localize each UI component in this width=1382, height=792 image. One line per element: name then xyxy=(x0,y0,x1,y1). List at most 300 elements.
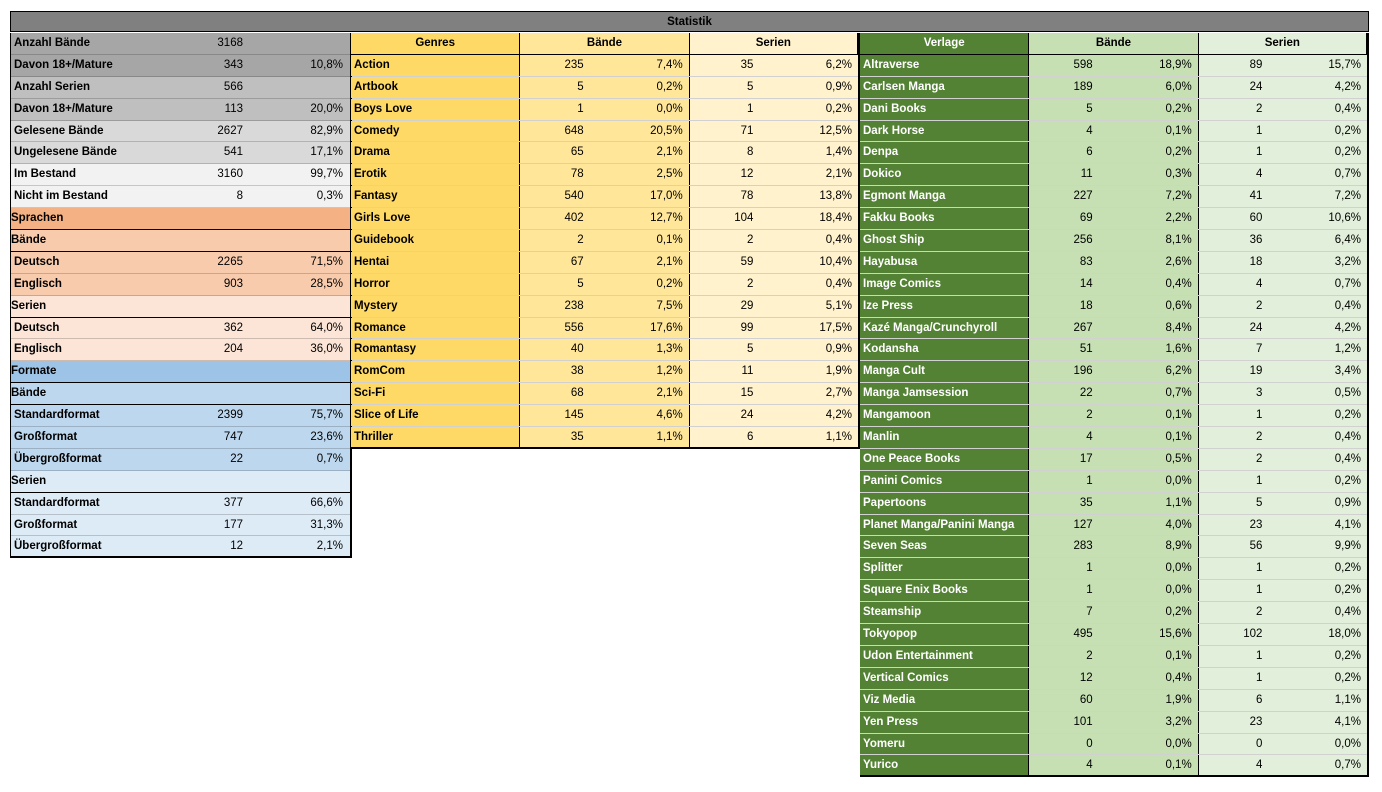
publisher-name: Yen Press xyxy=(860,712,1029,733)
genre-series-count: 11 xyxy=(741,365,754,378)
format-series-row xyxy=(11,536,350,558)
publisher-volumes-count: 598 xyxy=(1073,58,1093,71)
publisher-series-percent: 0,9% xyxy=(1334,496,1361,509)
overview-row xyxy=(11,164,350,186)
publisher-series-count: 7 xyxy=(1255,343,1263,356)
genre-volumes-cell xyxy=(520,383,689,404)
row-percent: 64,0% xyxy=(310,321,343,334)
genre-series-cell xyxy=(690,405,858,426)
publisher-series-count: 1 xyxy=(1255,562,1263,575)
publisher-name: Planet Manga/Panini Manga xyxy=(860,515,1029,536)
publisher-series-percent: 7,2% xyxy=(1334,190,1361,203)
publisher-row xyxy=(860,449,1367,471)
publisher-name: Mangamoon xyxy=(860,405,1029,426)
publisher-series-cell xyxy=(1199,712,1367,733)
publisher-row xyxy=(860,690,1367,712)
genre-series-count: 71 xyxy=(740,124,754,137)
row-percent: 23,6% xyxy=(310,431,343,444)
genre-volumes-count: 78 xyxy=(570,168,584,181)
genre-volumes-count: 65 xyxy=(570,146,584,159)
genre-volumes-cell xyxy=(520,296,689,317)
publisher-volumes-percent: 2,2% xyxy=(1165,212,1192,225)
publisher-series-count: 0 xyxy=(1255,737,1263,750)
publisher-volumes-percent: 6,2% xyxy=(1165,365,1192,378)
row-percent: 99,7% xyxy=(310,168,343,181)
genre-volumes-count: 40 xyxy=(570,343,584,356)
statistics-sheet xyxy=(10,11,1369,772)
publisher-series-cell xyxy=(1199,493,1367,514)
language-series-row xyxy=(11,339,350,361)
publisher-series-percent: 0,2% xyxy=(1334,474,1361,487)
row-label: Großformat xyxy=(14,431,78,444)
row-label: Im Bestand xyxy=(14,168,76,181)
genre-row xyxy=(351,361,858,383)
publisher-series-count: 102 xyxy=(1243,628,1263,641)
publisher-row xyxy=(860,624,1367,646)
publisher-row xyxy=(860,274,1367,296)
genre-row xyxy=(351,99,858,121)
genre-series-percent: 1,1% xyxy=(825,431,852,444)
genre-series-count: 12 xyxy=(740,168,754,181)
publisher-series-percent: 4,1% xyxy=(1334,715,1361,728)
genre-volumes-cell xyxy=(520,230,689,251)
publisher-series-count: 4 xyxy=(1255,168,1263,181)
publisher-series-count: 1 xyxy=(1255,584,1263,597)
row-label: Davon 18+/Mature xyxy=(14,58,113,71)
publisher-series-cell xyxy=(1199,383,1367,404)
row-percent xyxy=(249,77,349,98)
publisher-volumes-count: 196 xyxy=(1073,365,1093,378)
publisher-series-percent: 0,4% xyxy=(1334,452,1361,465)
languages-volumes-header: Bände xyxy=(11,230,350,252)
publisher-series-cell xyxy=(1199,471,1367,492)
publisher-series-percent: 0,2% xyxy=(1334,124,1361,137)
genre-series-count: 29 xyxy=(740,299,754,312)
publisher-volumes-percent: 0,1% xyxy=(1165,431,1192,444)
genre-series-cell xyxy=(690,77,858,98)
genre-series-cell xyxy=(690,230,858,251)
publisher-volumes-cell xyxy=(1029,339,1198,360)
publisher-volumes-percent: 8,1% xyxy=(1165,234,1192,247)
genre-volumes-percent: 7,5% xyxy=(656,299,683,312)
genre-row xyxy=(351,383,858,405)
publisher-volumes-count: 18 xyxy=(1079,299,1093,312)
language-volume-row xyxy=(11,274,350,296)
row-label: Übergroßformat xyxy=(14,452,102,465)
genre-series-percent: 0,2% xyxy=(825,102,852,115)
publisher-volumes-count: 283 xyxy=(1073,540,1093,553)
genre-volumes-cell xyxy=(520,142,689,163)
genre-series-cell xyxy=(690,121,858,142)
publisher-series-count: 4 xyxy=(1255,759,1263,772)
genre-series-cell xyxy=(690,142,858,163)
row-percent: 28,5% xyxy=(310,277,343,290)
publisher-volumes-cell xyxy=(1029,274,1198,295)
genre-row xyxy=(351,230,858,252)
publisher-name: Denpa xyxy=(860,142,1029,163)
genre-volumes-cell xyxy=(520,361,689,382)
genre-volumes-count: 2 xyxy=(577,234,584,247)
publisher-volumes-cell xyxy=(1029,646,1198,667)
publisher-series-percent: 0,4% xyxy=(1334,431,1361,444)
genre-series-cell xyxy=(690,339,858,360)
publisher-volumes-percent: 15,6% xyxy=(1159,628,1192,641)
publisher-volumes-count: 17 xyxy=(1079,452,1093,465)
genre-volumes-percent: 4,6% xyxy=(656,409,683,422)
genre-series-percent: 0,9% xyxy=(825,343,852,356)
publisher-volumes-count: 83 xyxy=(1079,255,1093,268)
row-label: Deutsch xyxy=(14,321,60,334)
publisher-row xyxy=(860,712,1367,734)
publisher-series-count: 24 xyxy=(1249,321,1263,334)
publisher-row xyxy=(860,296,1367,318)
publisher-series-cell xyxy=(1199,55,1367,76)
genre-series-cell xyxy=(690,274,858,295)
publisher-volumes-percent: 0,1% xyxy=(1165,409,1192,422)
publisher-name: Yomeru xyxy=(860,734,1029,755)
publisher-volumes-percent: 0,0% xyxy=(1165,584,1192,597)
publisher-volumes-percent: 0,5% xyxy=(1165,452,1192,465)
genre-volumes-count: 38 xyxy=(570,365,584,378)
genre-row xyxy=(351,339,858,361)
publisher-row xyxy=(860,99,1367,121)
genre-name: Girls Love xyxy=(351,208,520,229)
genre-row xyxy=(351,77,858,99)
genre-name: Romantasy xyxy=(351,339,520,360)
publisher-row xyxy=(860,471,1367,493)
row-percent: 66,6% xyxy=(310,496,343,509)
publisher-name: Fakku Books xyxy=(860,208,1029,229)
genre-volumes-percent: 0,0% xyxy=(656,102,683,115)
row-value: 204 xyxy=(223,343,243,356)
row-percent: 17,1% xyxy=(310,146,343,159)
genre-volumes-count: 556 xyxy=(564,321,584,334)
publisher-volumes-count: 1 xyxy=(1086,584,1093,597)
genre-series-cell xyxy=(690,318,858,339)
publisher-series-percent: 0,4% xyxy=(1334,606,1361,619)
publisher-volumes-cell xyxy=(1029,536,1198,557)
row-label: Übergroßformat xyxy=(14,540,102,553)
genre-series-percent: 6,2% xyxy=(825,58,852,71)
publisher-series-cell xyxy=(1199,624,1367,645)
publisher-series-count: 1 xyxy=(1255,146,1263,159)
publisher-volumes-percent: 8,9% xyxy=(1165,540,1192,553)
publisher-series-cell xyxy=(1199,77,1367,98)
overview-row xyxy=(11,142,350,164)
publisher-volumes-count: 1 xyxy=(1086,562,1093,575)
publisher-volumes-count: 495 xyxy=(1073,628,1093,641)
publisher-volumes-cell xyxy=(1029,296,1198,317)
genre-row xyxy=(351,252,858,274)
publisher-row xyxy=(860,55,1367,77)
publisher-series-cell xyxy=(1199,427,1367,448)
publisher-series-cell xyxy=(1199,274,1367,295)
genre-series-percent: 10,4% xyxy=(819,255,852,268)
publisher-series-cell xyxy=(1199,186,1367,207)
publisher-series-cell xyxy=(1199,536,1367,557)
genre-column-header: Genres xyxy=(351,33,520,54)
genre-series-percent: 18,4% xyxy=(819,212,852,225)
row-label: Standardformat xyxy=(14,496,100,509)
publisher-volumes-cell xyxy=(1029,734,1198,755)
publisher-series-percent: 0,7% xyxy=(1334,168,1361,181)
genre-volumes-count: 540 xyxy=(564,190,584,203)
genre-name: Erotik xyxy=(351,164,520,185)
format-volume-row xyxy=(11,405,350,427)
row-label: Deutsch xyxy=(14,255,60,268)
row-value: 566 xyxy=(223,80,243,93)
genre-row xyxy=(351,164,858,186)
publisher-series-cell xyxy=(1199,580,1367,601)
genres-table xyxy=(351,33,860,449)
formats-volumes-header: Bände xyxy=(11,383,350,405)
genre-row xyxy=(351,274,858,296)
overview-row xyxy=(11,186,350,208)
row-label: Anzahl Bände xyxy=(14,37,91,49)
publisher-volumes-cell xyxy=(1029,383,1198,404)
publisher-volumes-count: 101 xyxy=(1073,715,1093,728)
publisher-series-count: 2 xyxy=(1255,102,1263,115)
genre-volumes-cell xyxy=(520,99,689,120)
publisher-series-count: 3 xyxy=(1255,387,1263,400)
publisher-series-count: 5 xyxy=(1255,496,1263,509)
genre-volumes-cell xyxy=(520,77,689,98)
genre-volumes-count: 402 xyxy=(564,212,584,225)
publisher-volumes-cell xyxy=(1029,77,1198,98)
publisher-row xyxy=(860,252,1367,274)
row-value: 3160 xyxy=(217,168,243,181)
genre-volumes-percent: 1,2% xyxy=(656,365,683,378)
row-label: Anzahl Serien xyxy=(14,80,91,93)
publisher-name: Kodansha xyxy=(860,339,1029,360)
row-value: 2265 xyxy=(217,255,243,268)
publisher-volumes-cell xyxy=(1029,186,1198,207)
genre-volumes-percent: 7,4% xyxy=(656,58,683,71)
publisher-series-percent: 10,6% xyxy=(1328,212,1361,225)
publisher-volumes-count: 2 xyxy=(1086,409,1093,422)
genre-series-cell xyxy=(690,252,858,273)
overview-row xyxy=(11,55,350,77)
genre-column-header: Serien xyxy=(690,33,858,54)
genre-name: Fantasy xyxy=(351,186,520,207)
publisher-name: Panini Comics xyxy=(860,471,1029,492)
genre-series-count: 6 xyxy=(746,431,754,444)
publisher-volumes-cell xyxy=(1029,121,1198,142)
publisher-name: Yurico xyxy=(860,755,1029,775)
publisher-volumes-count: 51 xyxy=(1079,343,1093,356)
genre-column-header: Bände xyxy=(520,33,689,54)
publisher-volumes-cell xyxy=(1029,318,1198,339)
publisher-header-row xyxy=(860,33,1367,55)
genre-series-count: 8 xyxy=(746,146,754,159)
row-label: Gelesene Bände xyxy=(14,124,104,137)
genre-volumes-count: 5 xyxy=(577,277,584,290)
genre-volumes-count: 68 xyxy=(570,387,584,400)
publisher-volumes-count: 4 xyxy=(1086,431,1093,444)
row-percent: 0,7% xyxy=(316,452,343,465)
publisher-name: Seven Seas xyxy=(860,536,1029,557)
publisher-name: Manga Jamsession xyxy=(860,383,1029,404)
publisher-volumes-count: 11 xyxy=(1080,168,1093,181)
genre-volumes-percent: 2,5% xyxy=(656,168,683,181)
row-percent: 36,0% xyxy=(310,343,343,356)
genre-volumes-percent: 0,2% xyxy=(656,277,683,290)
row-percent: 82,9% xyxy=(310,124,343,137)
genre-name: Mystery xyxy=(351,296,520,317)
genre-volumes-percent: 1,1% xyxy=(656,431,683,444)
genre-header-row xyxy=(351,33,858,55)
publisher-volumes-percent: 2,6% xyxy=(1165,255,1192,268)
publisher-name: Dark Horse xyxy=(860,121,1029,142)
genre-volumes-cell xyxy=(520,274,689,295)
publisher-volumes-count: 256 xyxy=(1073,234,1093,247)
genre-series-cell xyxy=(690,296,858,317)
publisher-volumes-percent: 0,1% xyxy=(1165,649,1192,662)
publisher-name: Square Enix Books xyxy=(860,580,1029,601)
genre-name: Hentai xyxy=(351,252,520,273)
row-value: 2399 xyxy=(217,409,243,422)
publisher-volumes-cell xyxy=(1029,602,1198,623)
row-value: 3168 xyxy=(217,37,243,49)
genre-name: Boys Love xyxy=(351,99,520,120)
publisher-volumes-cell xyxy=(1029,164,1198,185)
publisher-series-cell xyxy=(1199,99,1367,120)
genre-volumes-percent: 17,0% xyxy=(650,190,683,203)
formats-series-header: Serien xyxy=(11,471,350,493)
publisher-volumes-count: 69 xyxy=(1079,212,1093,225)
genre-volumes-percent: 0,1% xyxy=(656,234,683,247)
row-percent: 71,5% xyxy=(310,255,343,268)
genre-series-percent: 12,5% xyxy=(819,124,852,137)
publisher-volumes-percent: 1,6% xyxy=(1165,343,1192,356)
publisher-volumes-count: 2 xyxy=(1086,649,1093,662)
row-label: Englisch xyxy=(14,277,62,290)
genre-volumes-count: 235 xyxy=(564,58,584,71)
publisher-volumes-count: 22 xyxy=(1079,387,1093,400)
row-label: Davon 18+/Mature xyxy=(14,102,113,115)
genre-row xyxy=(351,208,858,230)
publisher-name: Hayabusa xyxy=(860,252,1029,273)
publisher-name: Altraverse xyxy=(860,55,1029,76)
genre-row xyxy=(351,55,858,77)
genre-name: Romance xyxy=(351,318,520,339)
genre-volumes-cell xyxy=(520,318,689,339)
language-series-row xyxy=(11,318,350,340)
row-value: 177 xyxy=(223,518,243,531)
publisher-row xyxy=(860,164,1367,186)
row-value: 12 xyxy=(230,540,243,553)
publisher-series-count: 2 xyxy=(1255,606,1263,619)
publisher-series-count: 1 xyxy=(1255,649,1263,662)
publisher-row xyxy=(860,646,1367,668)
publisher-series-percent: 0,4% xyxy=(1334,299,1361,312)
publisher-series-count: 1 xyxy=(1255,671,1263,684)
publisher-volumes-percent: 0,3% xyxy=(1165,168,1192,181)
publisher-series-percent: 1,2% xyxy=(1334,343,1361,356)
sheet-title: Statistik xyxy=(10,11,1369,32)
publisher-series-percent: 0,2% xyxy=(1334,562,1361,575)
publisher-series-count: 2 xyxy=(1255,299,1263,312)
publisher-series-cell xyxy=(1199,142,1367,163)
publisher-volumes-cell xyxy=(1029,449,1198,470)
publisher-volumes-cell xyxy=(1029,405,1198,426)
genre-volumes-cell xyxy=(520,339,689,360)
genre-series-percent: 2,1% xyxy=(825,168,852,181)
genre-series-cell xyxy=(690,361,858,382)
publisher-series-percent: 1,1% xyxy=(1334,693,1361,706)
genre-series-percent: 1,4% xyxy=(825,146,852,159)
genre-series-count: 2 xyxy=(746,234,754,247)
genre-series-percent: 2,7% xyxy=(825,387,852,400)
genre-volumes-count: 35 xyxy=(570,431,584,444)
genre-volumes-percent: 12,7% xyxy=(650,212,683,225)
publisher-series-count: 23 xyxy=(1249,715,1263,728)
publisher-volumes-cell xyxy=(1029,55,1198,76)
publisher-volumes-cell xyxy=(1029,668,1198,689)
publisher-volumes-count: 7 xyxy=(1086,606,1093,619)
publisher-row xyxy=(860,536,1367,558)
publisher-series-count: 41 xyxy=(1249,190,1263,203)
publisher-series-cell xyxy=(1199,361,1367,382)
publisher-series-count: 36 xyxy=(1249,234,1263,247)
publisher-series-count: 1 xyxy=(1255,124,1263,137)
publisher-series-cell xyxy=(1199,602,1367,623)
publisher-row xyxy=(860,602,1367,624)
row-value: 2627 xyxy=(217,124,243,137)
publisher-volumes-cell xyxy=(1029,230,1198,251)
publisher-series-percent: 4,2% xyxy=(1334,321,1361,334)
publisher-volumes-count: 12 xyxy=(1079,671,1093,684)
publisher-series-cell xyxy=(1199,449,1367,470)
publisher-volumes-count: 4 xyxy=(1086,124,1093,137)
genre-series-percent: 13,8% xyxy=(819,190,852,203)
genre-series-cell xyxy=(690,164,858,185)
row-label: Englisch xyxy=(14,343,62,356)
publisher-series-cell xyxy=(1199,164,1367,185)
publisher-volumes-cell xyxy=(1029,755,1198,775)
publisher-name: Vertical Comics xyxy=(860,668,1029,689)
publisher-volumes-count: 267 xyxy=(1073,321,1093,334)
genre-series-count: 78 xyxy=(740,190,754,203)
publisher-volumes-percent: 0,0% xyxy=(1165,737,1192,750)
genre-volumes-cell xyxy=(520,427,689,447)
publisher-volumes-count: 189 xyxy=(1073,80,1093,93)
publisher-row xyxy=(860,318,1367,340)
publisher-series-cell xyxy=(1199,339,1367,360)
publisher-series-percent: 15,7% xyxy=(1328,58,1361,71)
publisher-series-count: 1 xyxy=(1255,474,1263,487)
genre-series-count: 104 xyxy=(734,212,754,225)
row-value: 113 xyxy=(224,102,243,115)
publisher-row xyxy=(860,493,1367,515)
publisher-name: Dokico xyxy=(860,164,1029,185)
publisher-series-count: 24 xyxy=(1249,80,1263,93)
publisher-volumes-count: 35 xyxy=(1079,496,1093,509)
genre-volumes-percent: 2,1% xyxy=(656,146,683,159)
publisher-row xyxy=(860,755,1367,777)
genre-volumes-count: 1 xyxy=(577,102,584,115)
publisher-volumes-count: 227 xyxy=(1073,190,1093,203)
publisher-name: Splitter xyxy=(860,558,1029,579)
publisher-series-count: 1 xyxy=(1255,409,1263,422)
row-percent: 0,3% xyxy=(316,190,343,203)
publisher-row xyxy=(860,361,1367,383)
genre-name: Horror xyxy=(351,274,520,295)
genre-volumes-percent: 2,1% xyxy=(656,387,683,400)
publisher-volumes-count: 0 xyxy=(1086,737,1093,750)
genre-series-cell xyxy=(690,99,858,120)
row-value: 22 xyxy=(230,452,243,465)
